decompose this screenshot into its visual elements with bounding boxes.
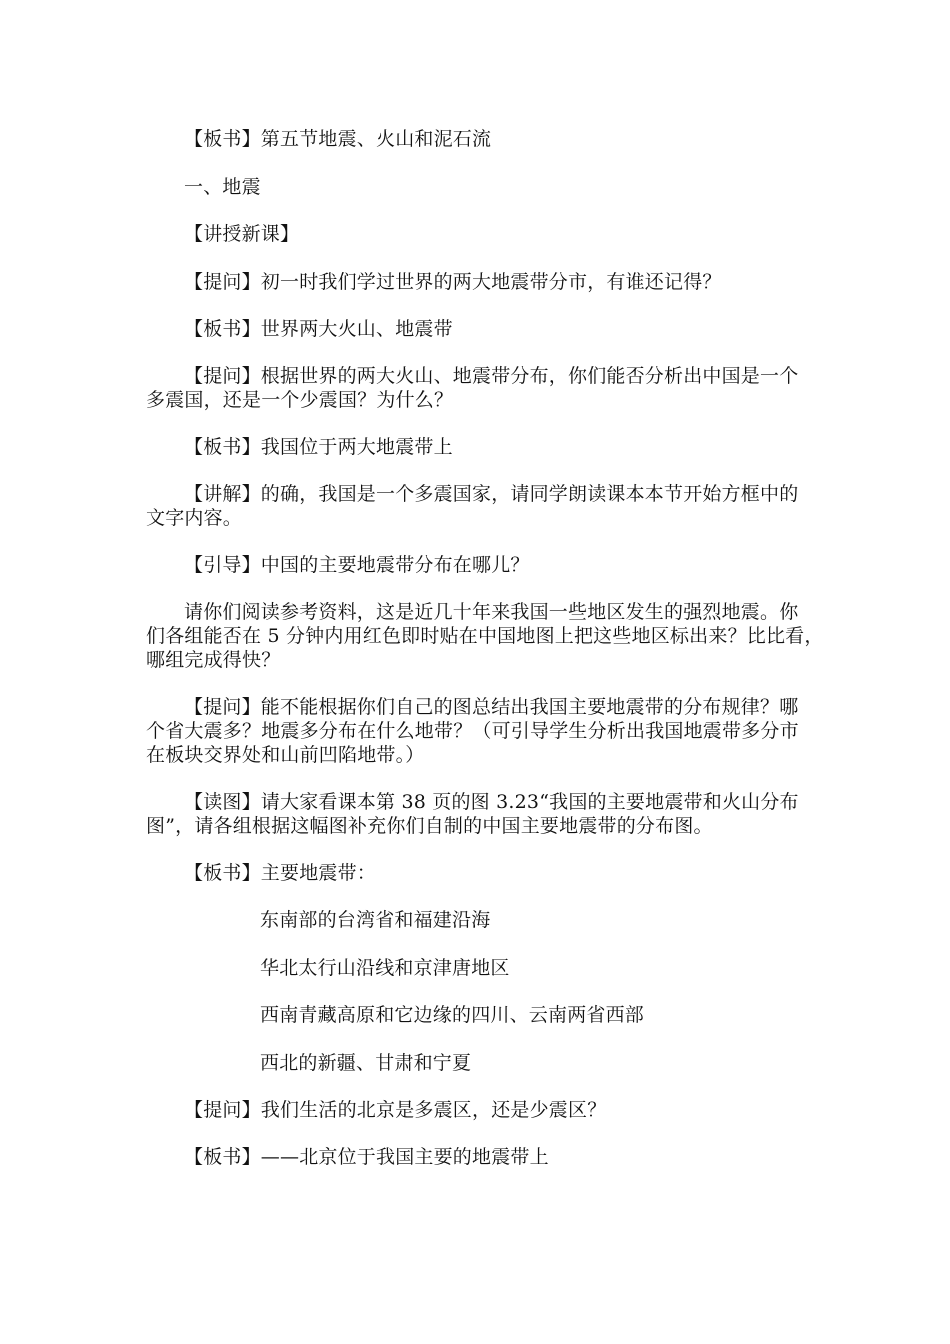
paragraph-board-2: 【板书】我国位于两大地震带上 [184,436,453,458]
paragraph-question-2-line-2: 多震国，还是一个少震国？为什么？ [146,389,454,411]
paragraph-read-map-line-2: 图”，请各组根据这幅图补充你们自制的中国主要地震带的分布图。 [146,815,713,837]
paragraph-reading-line-1: 请你们阅读参考资料，这是近几十年来我国一些地区发生的强烈地震。你 [184,601,799,623]
paragraph-guide: 【引导】中国的主要地震带分布在哪儿？ [184,554,530,576]
paragraph-reading-line-3: 哪组完成得快？ [146,649,281,671]
paragraph-board-4: 【板书】——北京位于我国主要的地震带上 [184,1146,549,1168]
list-item-belt-3: 西南青藏高原和它边缘的四川、云南两省西部 [260,1004,645,1026]
paragraph-reading-line-2: 们各组能否在 5 分钟内用红色即时贴在中国地图上把这些地区标出来？比比看， [146,625,824,647]
paragraph-board-3: 【板书】主要地震带： [184,862,377,884]
paragraph-explain-line-2: 文字内容。 [146,507,243,529]
paragraph-question-1: 【提问】初一时我们学过世界的两大地震带分市，有谁还记得？ [184,271,722,293]
list-item-belt-2: 华北太行山沿线和京津唐地区 [260,957,510,979]
heading-earthquake: 一、地震 [184,176,261,198]
paragraph-read-map-line-1: 【读图】请大家看课本第 38 页的图 3.23“我国的主要地震带和火山分布 [184,791,799,813]
heading-section-title: 【板书】第五节地震、火山和泥石流 [184,128,492,150]
paragraph-question-3-line-3: 在板块交界处和山前凹陷地带。） [146,744,425,766]
list-item-belt-4: 西北的新疆、甘肃和宁夏 [260,1052,472,1074]
paragraph-explain-line-1: 【讲解】的确，我国是一个多震国家，请同学朗读课本本节开始方框中的 [184,483,799,505]
paragraph-new-lesson: 【讲授新课】 [184,223,300,245]
paragraph-question-3-line-1: 【提问】能不能根据你们自己的图总结出我国主要地震带的分布规律？哪 [184,696,799,718]
paragraph-question-2-line-1: 【提问】根据世界的两大火山、地震带分布，你们能否分析出中国是一个 [184,365,799,387]
paragraph-question-3-line-2: 个省大震多？地震多分布在什么地带？（可引导学生分析出我国地震带多分市 [146,720,799,742]
paragraph-question-4: 【提问】我们生活的北京是多震区，还是少震区？ [184,1099,607,1121]
list-item-belt-1: 东南部的台湾省和福建沿海 [260,909,491,931]
paragraph-board-1: 【板书】世界两大火山、地震带 [184,318,453,340]
